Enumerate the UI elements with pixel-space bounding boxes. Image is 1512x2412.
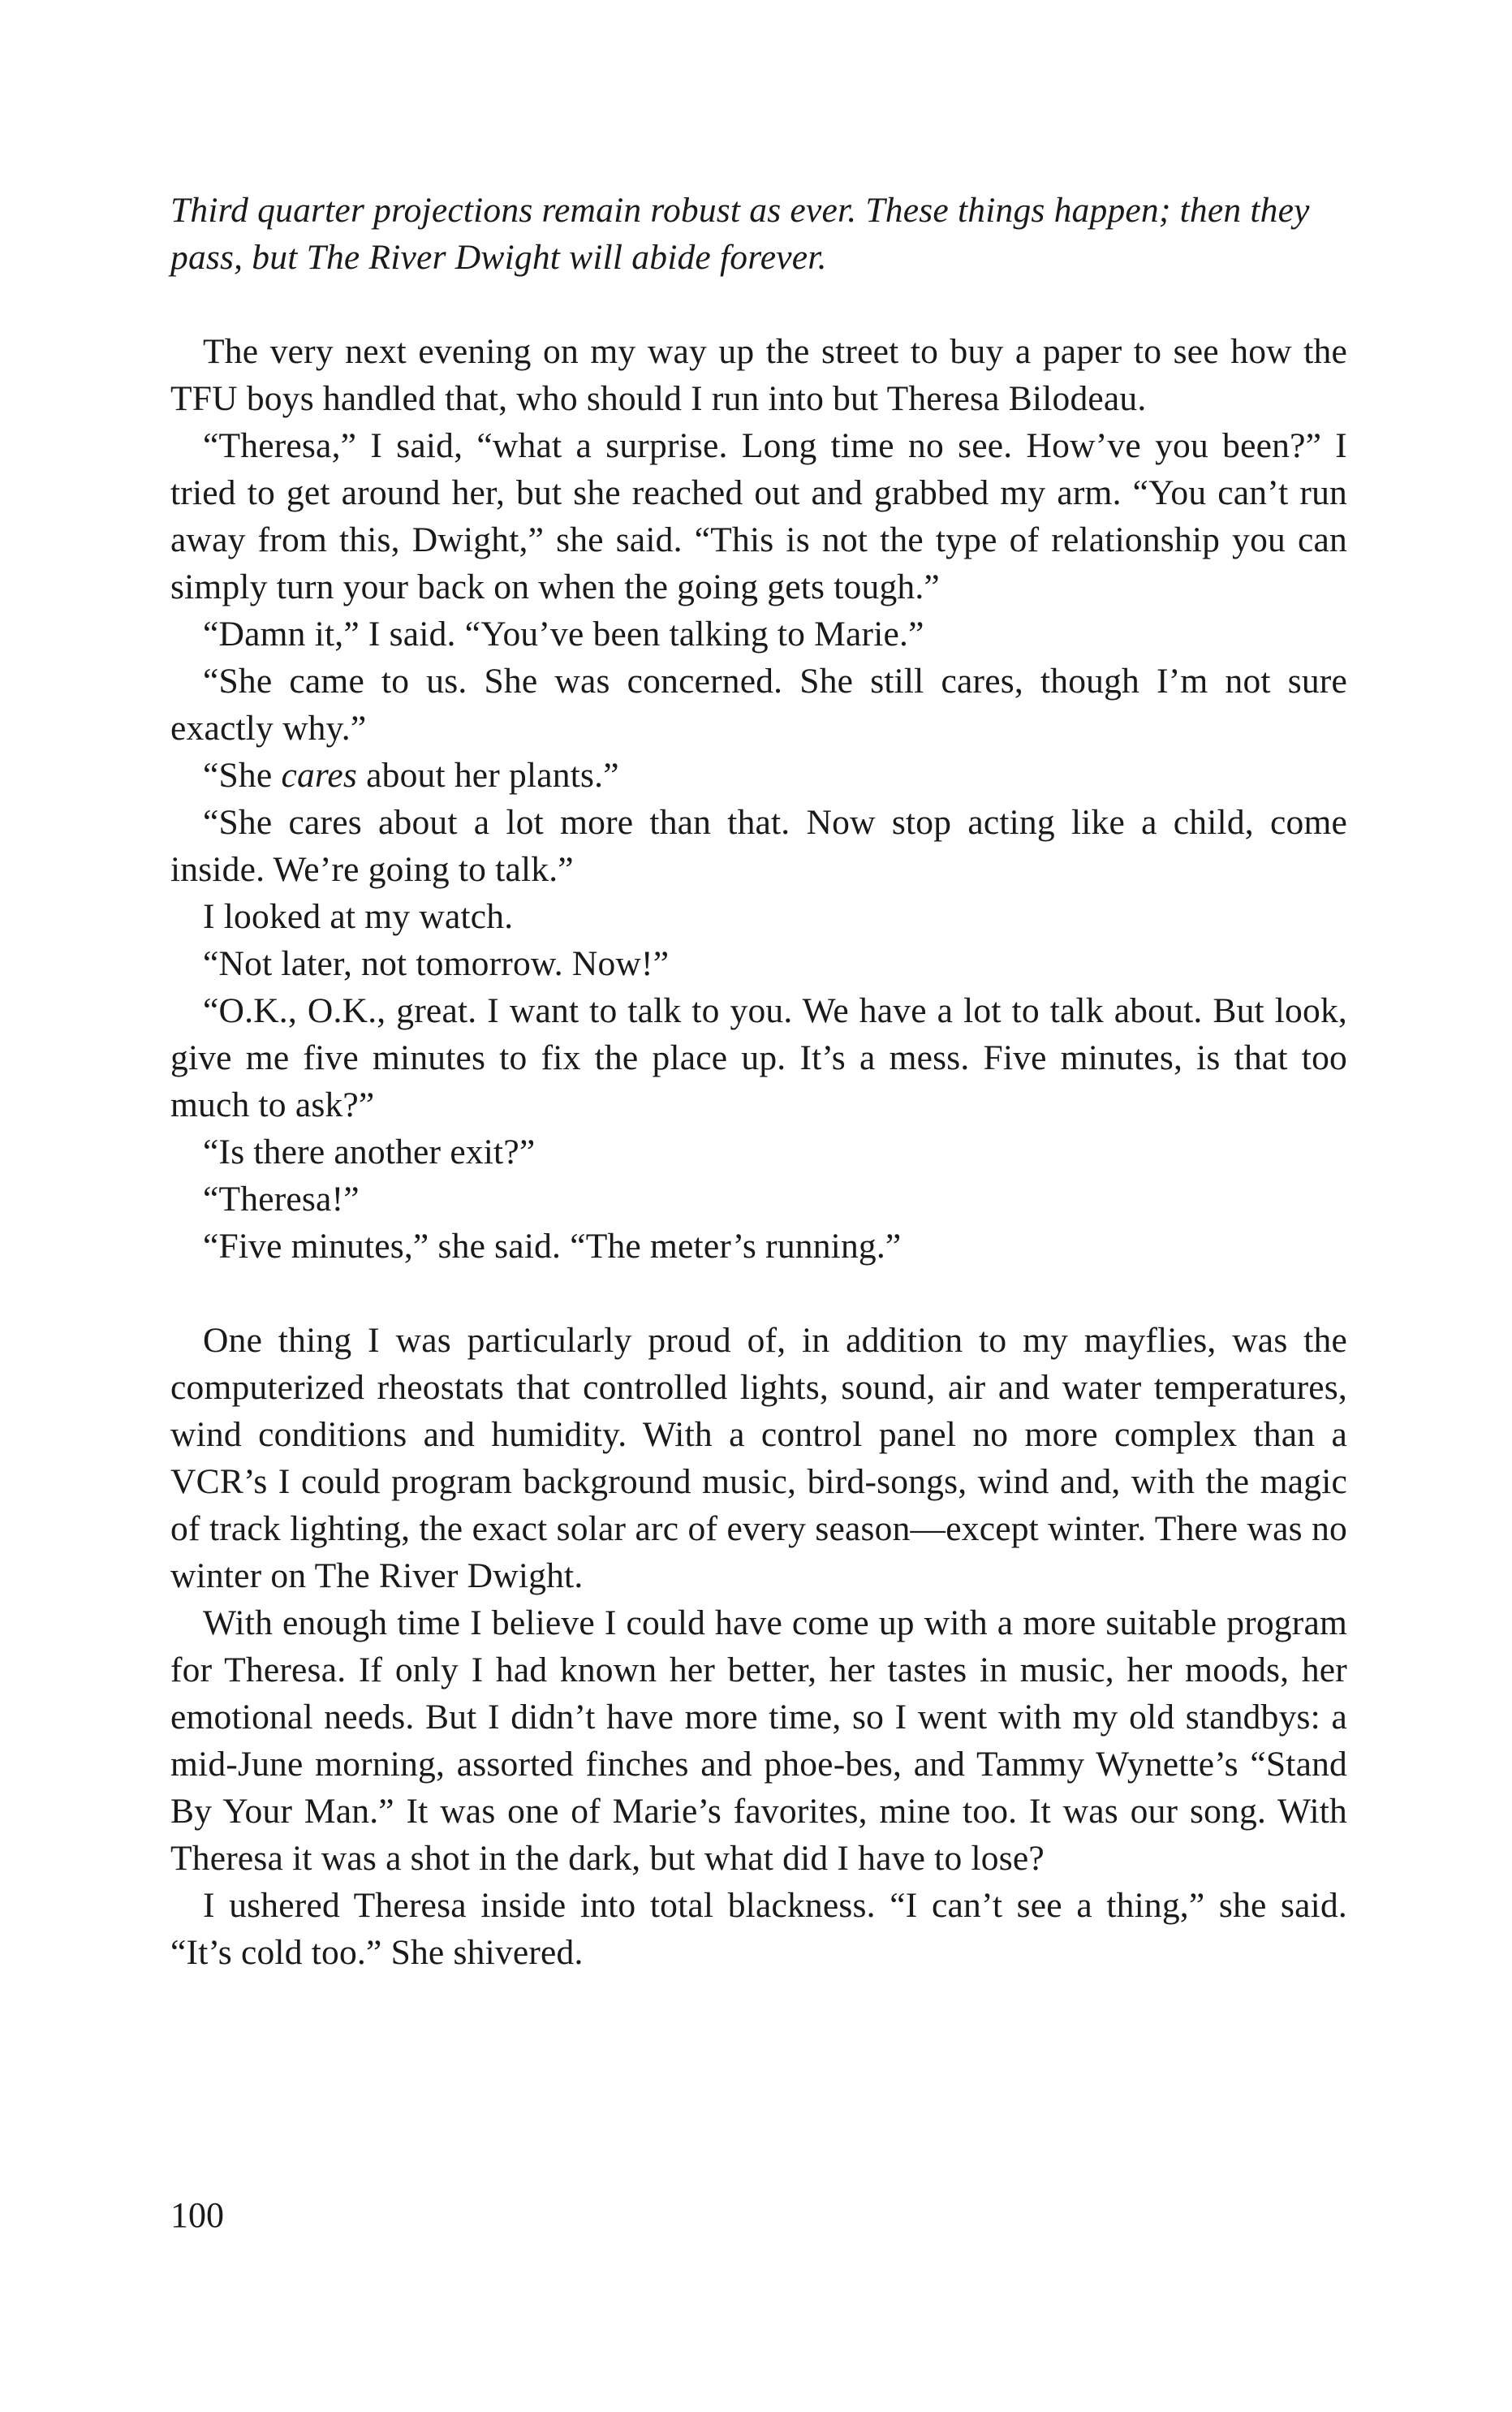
book-page [170,187,1347,1976]
text-run: “She [203,756,282,795]
paragraph [170,752,1347,799]
paragraph: “Five minutes,” she said. “The meter’s running.” [203,1227,902,1266]
paragraph: “O.K., O.K., great. I want to talk to you. We have a lot to talk about. But look, give me five minutes to fix the place up. It’s a mess. Five minutes, is that too much to ask?” [170,991,1347,1124]
paragraph: I ushered Theresa inside into total blackness. “I can’t see a thing,” she said. “It’s cold too.” She shivered. [170,1886,1347,1972]
section-break [170,281,1347,328]
paragraph: “Is there another exit?” [203,1133,536,1171]
paragraph: “Damn it,” I said. “You’ve been talking to Marie.” [203,615,924,654]
text-run: about her plants.” [357,756,619,795]
paragraph: “Theresa!” [203,1180,360,1219]
page-number: 100 [170,2195,224,2235]
paragraph: “Not later, not tomorrow. Now!” [203,944,670,983]
paragraph: One thing I was particularly proud of, in addition to my mayflies, was the computerized rheostats that controlled lights, sound, air and water temperatures, wind conditions and humidity. With a control panel no more complex than a VCR’s I could program background music, bird-songs, wind and, with the magic of track lighting, the exact solar arc of every season—except winter. There was no winter on The River Dwight. [170,1321,1347,1595]
paragraph: “She cares about a lot more than that. Now stop acting like a child, come inside. We’re going to talk.” [170,803,1347,889]
paragraph: With enough time I believe I could have come up with a more suitable program for Theresa. If only I had known her better, her tastes in music, her moods, her emotional needs. But I didn’t have more time, so I went with my old standbys: a mid-June morning, assorted finches and phoe-bes, and Tammy Wynette’s “Stand By Your Man.” It was one of Marie’s favorites, mine too. It was our song. With Theresa it was a shot in the dark, but what did I have to lose? [170,1603,1347,1878]
paragraph: “Theresa,” I said, “what a surprise. Long time no see. How’ve you been?” I tried to get around her, but she reached out and grabbed my arm. “You can’t run away from this, Dwight,” she said. “This is not the type of relationship you can simply turn your back on when the going gets tough.” [170,426,1347,606]
paragraph: “She came to us. She was concerned. She still cares, though I’m not sure exactly why.” [170,662,1347,748]
epigraph: Third quarter projections remain robust as ever. These things happen; then they pass, but The River Dwight will abide forever. [170,191,1310,277]
paragraph: I looked at my watch. [203,897,514,936]
section-break [170,1270,1347,1317]
paragraph: The very next evening on my way up the street to buy a paper to see how the TFU boys handled that, who should I run into but Theresa Bilodeau. [170,332,1347,418]
emphasis-text: cares [281,756,358,795]
